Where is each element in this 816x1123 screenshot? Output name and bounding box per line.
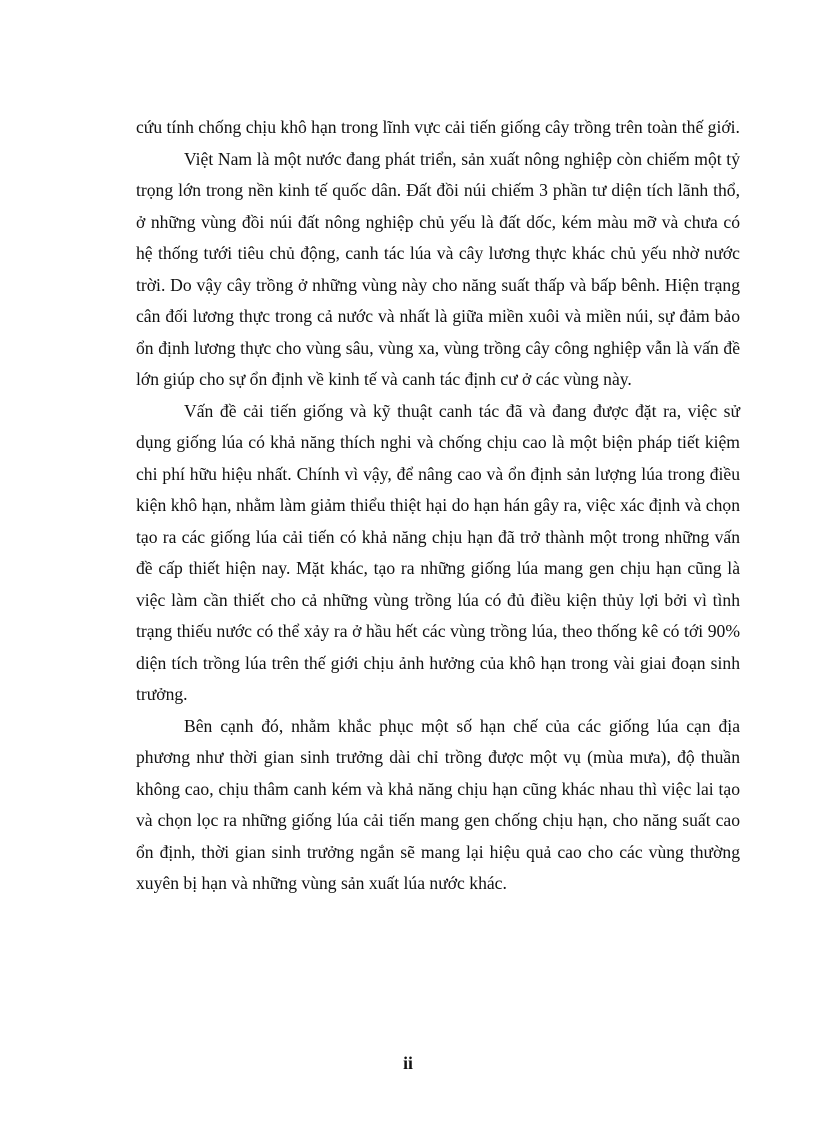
paragraph-breeding-techniques: Vấn đề cải tiến giống và kỹ thuật canh tác đã và đang được đặt ra, việc sử dụng giống lúa có khả năng thích nghi và chống chịu cao là một biện pháp tiết kiệm chi phí hữu hiệu nhất. Chính vì vậy, để nâng cao và ổn định sản lượng lúa trong điều kiện khô hạn, nhằm làm giảm thiểu thiệt hại do hạn hán gây ra, việc xác định và chọn tạo ra các giống lúa cải tiến có khả năng chịu hạn đã trở thành một trong những vấn đề cấp thiết hiện nay. Mặt khác, tạo ra những giống lúa mang gen chịu hạn cũng là việc làm cần thiết cho cả những vùng trồng lúa có đủ điều kiện thủy lợi bởi vì tình trạng thiếu nước có thể xảy ra ở hầu hết các vùng trồng lúa, theo thống kê có tới 90% diện tích trồng lúa trên thế giới chịu ảnh hưởng của khô hạn trong vài giai đoạn sinh trưởng. xyxy=(136,400,740,704)
paragraph-vietnam-agriculture: Việt Nam là một nước đang phát triển, sản xuất nông nghiệp còn chiếm một tỷ trọng lớn trong nền kinh tế quốc dân. Đất đồi núi chiếm 3 phần tư diện tích lãnh thổ, ở những vùng đồi núi đất nông nghiệp chủ yếu là đất dốc, kém màu mỡ và chưa có hệ thống tưới tiêu chủ động, canh tác lúa và cây lương thực khác chủ yếu nhờ nước trời. Do vậy cây trồng ở những vùng này cho năng suất thấp và bấp bênh. Hiện trạng cân đối lương thực trong cả nước và nhất là giữa miền xuôi và miền núi, sự đảm bảo ổn định lương thực cho vùng sâu, vùng xa, vùng trồng cây công nghiệp vẫn là vấn đề lớn giúp cho sự ổn định về kinh tế và canh tác định cư ở các vùng này. xyxy=(136,148,740,389)
page-number: ii xyxy=(403,1053,413,1073)
paragraph-improved-varieties: Bên cạnh đó, nhằm khắc phục một số hạn chế của các giống lúa cạn địa phương như thời gian sinh trưởng dài chỉ trồng được một vụ (mùa mưa), độ thuần không cao, chịu thâm canh kém và khả năng chịu hạn cũng khác nhau thì việc lai tạo và chọn lọc ra những giống lúa cải tiến mang gen chống chịu hạn, cho năng suất cao ổn định, thời gian sinh trưởng ngắn sẽ mang lại hiệu quả cao cho các vùng thường xuyên bị hạn và những vùng sản xuất lúa nước khác. xyxy=(136,715,740,893)
paragraph-continuation: cứu tính chống chịu khô hạn trong lĩnh vực cải tiến giống cây trồng trên toàn thế giới. xyxy=(136,117,740,137)
body-text xyxy=(136,112,740,900)
